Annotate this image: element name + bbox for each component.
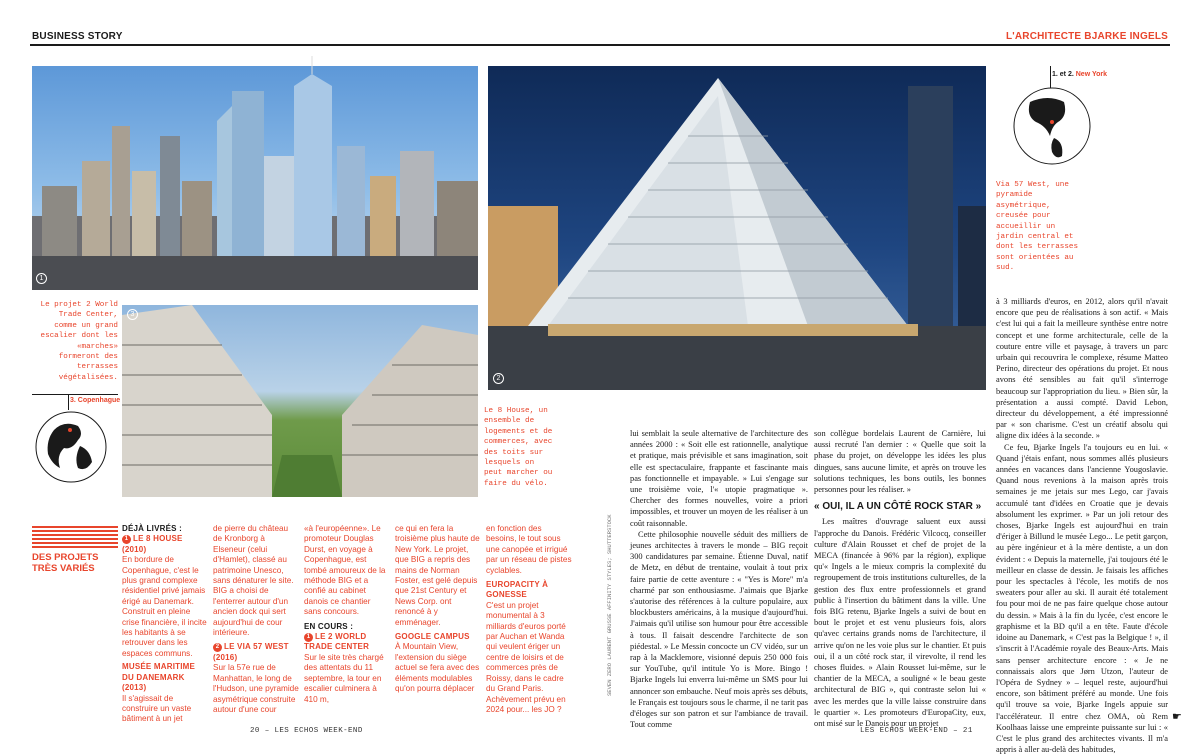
continue-arrow-icon: ☛ [1172, 711, 1182, 723]
eight-house-illustration [122, 305, 478, 497]
article-col2-para1: son collègue bordelais Laurent de Carnière, lui aussi recruté l'an dernier : « Quelle que soit la phase du projet, on développe les idées les plus dingues, sans aucune limite, et après on trouve les solutions techniques, les bons outils, les bonnes personnes pour les réaliser. » [814, 429, 986, 495]
article-column-3 [996, 296, 1168, 755]
item-number-badge: 2 [213, 643, 222, 652]
photo-2-world-trade-center [32, 66, 478, 290]
musee-heading: MUSÉE MARITIME DU DANEMARK (2013) [122, 662, 196, 693]
article-col1-para1: lui semblait la seule alternative de l'architecture des années 2000 : « Soit elle est rationnelle, analytique et pratique, mais prévisible et sans imagination, soit elle est spectaculaire, frappante et fascinante mais pas fonctionnelle et impayable. » Lui s'engage sur une troisième voie, l'« utopie pragmatique ». Chercher des formes nouvelles, voire a priori impossibles, et trouver un moyen de les réaliser à un coût raisonnable. [630, 429, 808, 528]
globe-icon [34, 410, 108, 484]
google-text: À Mountain View, l'extension du siège actuel se fera avec des éléments modulables qu'on pourra déplacer [395, 642, 480, 694]
item2-text-cont: «à l'européenne». Le promoteur Douglas Durst, en voyage à Copenhague, est tombé amoureux de la méthode BIG et a confié au cabinet danois ce chantier sans concours. [304, 524, 386, 617]
article-col1-para2: Cette philosophie nouvelle séduit des milliers de jeunes architectes à travers le monde – BIG reçoit 300 candidatures par semaine. Étienne Duval, natif de Metz, en début de trentaine, voulait à tout prix faire partie de cette aventure : « "Yes is More" m'a charmé par son enthousiasme. J'aimais que Bjarke s'autorise des références à la culture populaire, aux blockbusters américains, à la musique d'aujourd'hui. J'aimais qu'il utilise son humour pour être accessible à tous. Il faisait descendre l'architecte de son piédestal. » Le Messin concocte un CV vidéo, sur un rap à la Macklemore, visionné depuis 250 000 fois sur YouTube, qu'il intitule Yo is More. Bingo ! Bjarke Ingels lui enverra lui-même un SMS pour lui annoncer son embauche. Neuf mois après ses débuts, le Français est toujours sous le charme, il ne tarit pas d'éloges sur son patron et sur l'ambiance de travail. Tout comme [630, 529, 808, 730]
sidebar-title-line2: TRÈS VARIÉS [32, 563, 95, 574]
item3-text: Sur le site très chargé des attentats du 11 septembre, la tour en escalier culminera à 410 m, [304, 652, 384, 704]
musee-text: Il s'agissait de construire un vaste bâtiment à un jet [122, 693, 192, 724]
globe-left-label: 3. Copenhague [70, 397, 121, 404]
sidebar-col-3 [304, 524, 390, 705]
item2-text: Sur la 57e rue de Manhattan, le long de l'Hudson, une pyramide asymétrique construite autour d'une cour [213, 663, 299, 714]
en-cours-heading: EN COURS : [304, 621, 354, 631]
deja-livres-heading: DÉJÀ LIVRÉS : [122, 524, 182, 533]
article-kicker: L'ARCHITECTE BJARKE INGELS [1005, 31, 1168, 42]
sidebar-col-2 [213, 524, 299, 715]
article-col3-para2: Ce feu, Bjarke Ingels l'a toujours eu en lui. « Quand j'étais enfant, nous sommes allés plusieurs années en vacances dans l'ancienne Yougoslavie. Quand nous revenions à la maison après trois semaines je me jetais sur mes Lego, car j'avais accumulé tant d'idées en Croatie que je devais absolument les exprimer. » Par un joli retour des choses, Bjarke Ingels est aujourd'hui en train d'ériger à Billund le musée Lego... Le petit garçon, au père ingénieur et à la mère dentiste, a un don évident : « Depuis la maternelle, j'ai toujours été le meilleur en classe de dessin. Je faisais les affiches pour les spectacles à l'école, les motifs de nos sweaters pour aller au ski. Il aurait été totalement fou pour moi de ne pas faire quelque chose autour du dessin. » Mais à la fin du lycée, c'est encore le graphisme et la BD qu'il a en tête. Faute d'école idoine au Danemark, « C'est pas la Belgique ! », il s'inscrit à l'Académie royale des Beaux-Arts. Mais sans penser architecture encore : « Je ne connaissais alors que Jørn Utzon, l'auteur de l'Opéra de Sydney » – lequel reste, aujourd'hui encore, son bâtiment préféré au monde. Une fois qu'il trouve sa voie, Bjarke Ingels appuie sur l'accélérateur. Il entre chez OMA, où Rem Koolhaas laisse une empreinte puissante sur lui : « C'est le plus grand des architectes vivants. Il m'a appris à aller au-delà des habitudes, [996, 442, 1168, 755]
photo-credit: SEVEN ZERO LAURENT GRUSSE AFFINITY STYLES; SHUTTERSTOCK [606, 514, 613, 696]
globe-right-label-num: 1. et 2. [1052, 71, 1074, 78]
pyramid-illustration [488, 66, 986, 390]
item-number-badge: 1 [304, 633, 313, 642]
item3-heading: LE 2 WORLD TRADE CENTER [304, 632, 370, 652]
photo-number-badge: 1 [36, 273, 47, 284]
sidebar-stripes [32, 526, 118, 548]
photo-number-badge: 2 [493, 373, 504, 384]
caption-eight-house: Le 8 House, un ensemble de logements et de commerces, avec des toits sur lesquels on peut marcher ou faire du vélo. [484, 407, 553, 488]
skyline-illustration [32, 66, 478, 290]
footer-right: LES ECHOS WEEK-END – 21 [860, 727, 973, 735]
google-heading: GOOGLE CAMPUS [395, 632, 470, 642]
article-col3-para1: à 3 milliards d'euros, en 2012, alors qu'il n'avait encore que peu de réalisations à son actif. « Mais c'est lui qui a fait la meilleure synthèse entre notre concept et une forme architecturale, celle de la couture entre ville et paysage, à travers un parc urbain qui recouvrira le complexe, résume Matteo Perino, directeur des opérations du projet. Et nous avons été sensibles au fait qu'il s'interroge beaucoup sur l'appropriation du lieu. » Bien sûr, la présentation a aussi compté. David Lebon, directeur du développement, a été impressionné par « son charisme. C'est un créatif absolu qui aligne dix idées à la seconde. » [996, 297, 1168, 441]
globe-left-rule [32, 394, 118, 395]
caption-wtc: Le projet 2 World Trade Center, comme un grand escalier dont les «marches» formeront des terrasses végétalisées. [40, 301, 118, 382]
sidebar-title [32, 552, 99, 574]
europacity-heading: EUROPACITY À GONESSE [486, 580, 549, 600]
sidebar-col-4 [395, 524, 481, 695]
photo-via-57-west [488, 66, 986, 390]
globe-right-label-place: New York [1075, 71, 1108, 78]
sidebar-col-5 [486, 524, 572, 715]
item1-heading: LE 8 HOUSE (2010) [122, 534, 183, 554]
sidebar-title-line1: DES PROJETS [32, 552, 99, 563]
google-text-cont: en fonction des besoins, le tout sous une canopée et irrigué par un réseau de pistes cyclables. [486, 524, 572, 575]
item2-heading: LE VIA 57 WEST (2016) [213, 642, 289, 662]
sidebar-col-1 [122, 524, 208, 725]
section-label: BUSINESS STORY [32, 31, 123, 42]
article-subhead: « OUI, IL A UN CÔTÉ ROCK STAR » [814, 501, 982, 513]
globe-icon [1012, 86, 1092, 166]
europacity-text: C'est un projet monumental à 3 milliards d'euros porté par Auchan et Wanda qui veulent ériger un centre de loisirs et de commerces près de Roissy, dans le cadre du Grand Paris. Achèvement prévu en 2024 pour... les JO ? [486, 600, 566, 714]
caption-via57: Via 57 West, une pyramide asymétrique, creusée pour accueillir un jardin central et dont les terrasses sont orientées au sud. [996, 181, 1079, 273]
item-number-badge: 1 [122, 535, 131, 544]
article-col2-para2: Les maîtres d'ouvrage saluent eux aussi l'approche du Danois. Frédéric Vilcocq, conseiller culture d'Alain Rousset et chef de projet de la MECA (financée à 96% par la région), explique qu'« Ingels a le mieux compris la complexité du regroupement de trois institutions culturelles, de la gestion des flux entre professionnels et grand public à l'insertion du bâtiment dans la ville. Une fois BIG retenu, Bjarke Ingels a suivi de bout en bout le projet et est venu plusieurs fois, alors qu'avec certains grands noms de l'architecture, il arrive qu'on ne les voie plus sur le chantier. Et puis oui, il a un côté rock star, il virevolte, il rend les choses fluides. » Alain Rousset lui-même, sur le chantier de la MECA, a souligné « le beau geste architectural de BIG », qui contraste selon lui « avec les merdes que la ville laisse construire dans le quartier ». Les promoteurs d'EuropaCity, eux, ont misé sur le Danois pour un projet [814, 517, 986, 729]
item1-text: En bordure de Copenhague, c'est le plus grand complexe résidentiel privé jamais érigé au Danemark. Construit en pleine crise financière, il incite les habitants à se retrouver dans les espaces communs. [122, 555, 207, 658]
footer-left: 20 – LES ECHOS WEEK-END [250, 727, 363, 735]
header-rule [30, 44, 1170, 46]
article-column-2 [814, 428, 986, 729]
globe-left-pointer [68, 394, 69, 410]
article-column-1 [630, 428, 808, 730]
photo-number-badge: 3 [127, 309, 138, 320]
globe-right-label [1052, 71, 1107, 78]
musee-text-cont: de pierre du château de Kronborg à Elseneur (celui d'Hamlet), classé au patrimoine Unesco, sans dénaturer le site. BIG a choisi de l'enterrer autour d'un ancien dock qui sert aujourd'hui de cour intérieure. [213, 524, 294, 638]
photo-8-house [122, 305, 478, 497]
item3-text-cont: ce qui en fera la troisième plus haute de New York. Le projet, que BIG a repris des mains de Norman Foster, est gelé depuis que 21st Century et News Corp. ont renoncé à y emménager. [395, 524, 480, 627]
